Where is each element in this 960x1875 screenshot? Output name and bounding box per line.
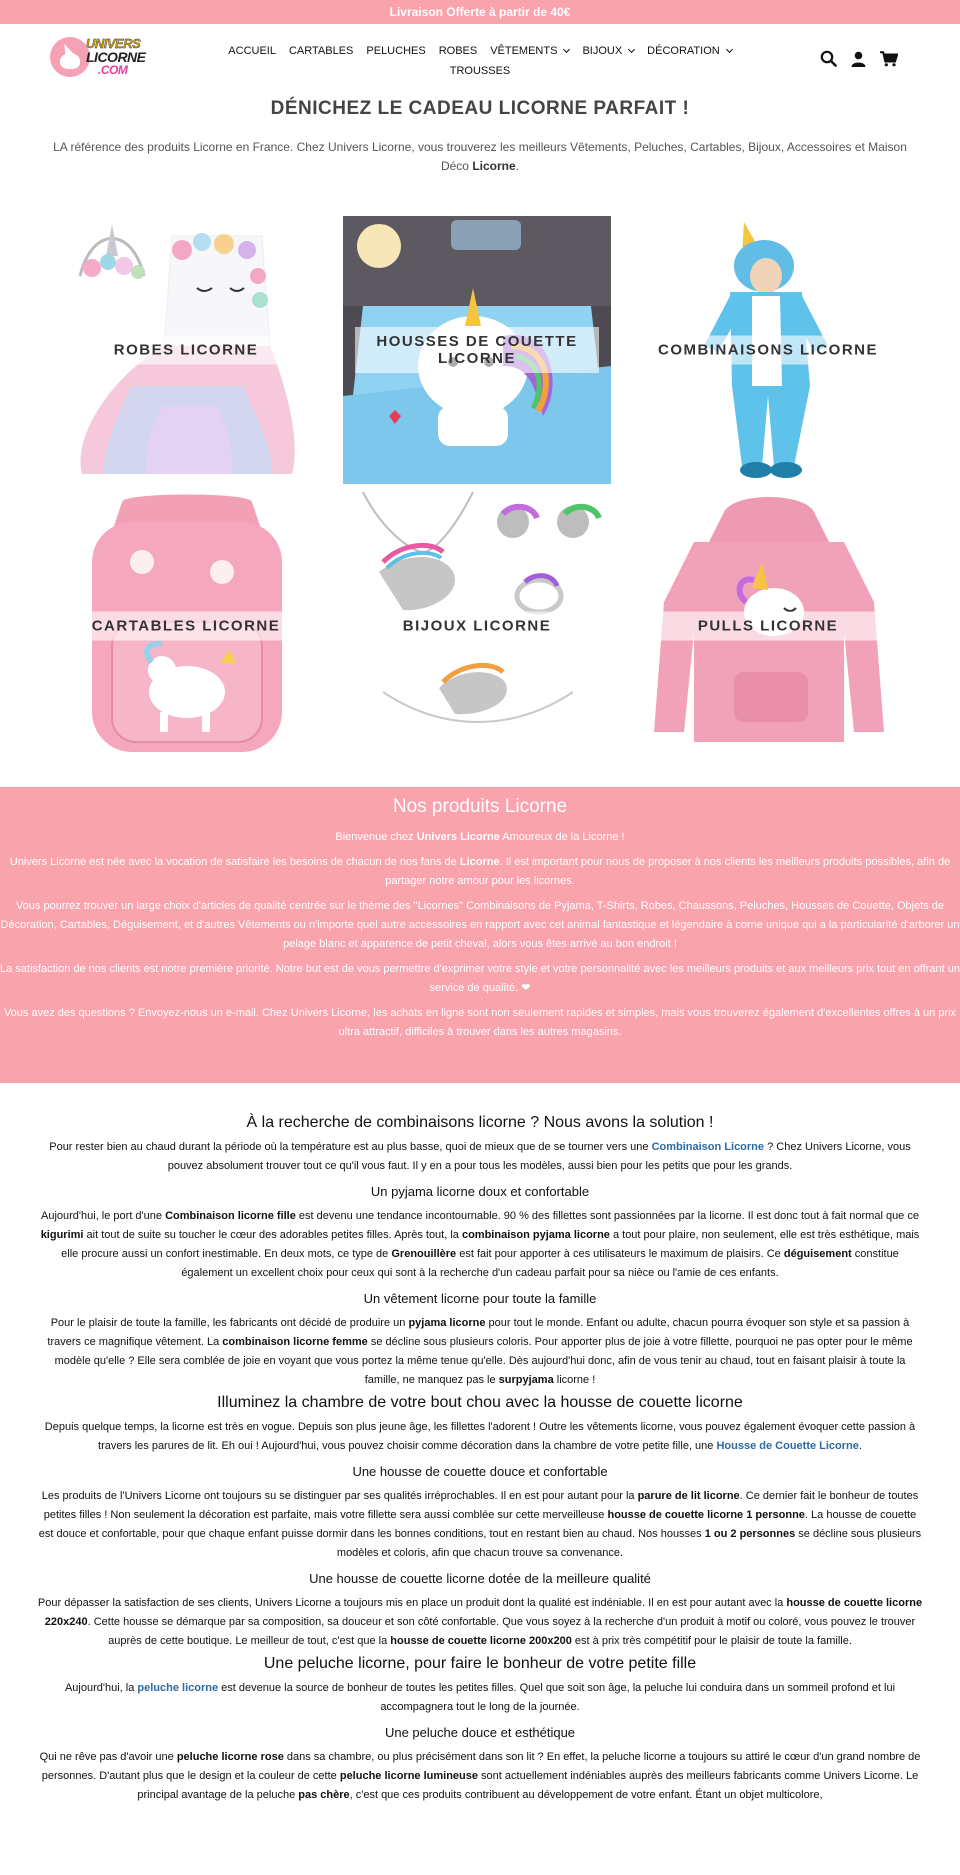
intro-p2-bold: Licorne (459, 856, 500, 868)
intro-p1-text: Bienvenue chez (335, 831, 417, 843)
nav-decoration-label: DÉCORATION (647, 45, 720, 57)
category-tile-combinaisons[interactable] (634, 216, 902, 484)
bold-text: peluche licorne rose (176, 1751, 284, 1763)
article-subheading: Une peluche douce et esthétique (384, 1725, 576, 1740)
announcement-bar (0, 0, 960, 24)
category-tile-cartables[interactable] (52, 492, 320, 760)
chevron-down-icon (726, 46, 733, 53)
text: Qui ne rêve pas d'avoir une (39, 1751, 177, 1763)
hero-desc-text: LA référence des produits Licorne en France. Chez Univers Licorne, vous trouverez les meilleurs Vêtements, Peluches, Cartables, Bijoux, Accessoires et Maison Déco (53, 140, 907, 173)
text: Pour dépasser la satisfaction de ses clients, Univers Licorne a toujours mis en place un produit dont la qualité est indéniable. Il en est pour autant avec la (37, 1597, 787, 1609)
intro-paragraph-5: Vous avez des questions ? Envoyez-nous un e-mail. Chez Univers Licorne, les achats en ligne sont non seulement rapides et simples, mais vous trouverez également d'excellentes offres à un prix ultra attractif, difficiles à trouver dans les autres magasins. (3, 1007, 957, 1038)
text: Aujourd'hui, le port d'une (41, 1210, 166, 1222)
nav-trousses[interactable]: TROUSSES (449, 65, 511, 77)
logo-line-2: LICORNE (86, 49, 146, 65)
text: . (858, 1440, 862, 1452)
text: est devenu une tendance incontournable. 90 % des fillettes sont passionnées par la licorne. Il est donc tout à fait normal que ce (295, 1210, 919, 1222)
text: est devenue la source de bonheur de toutes les petites filles. Quel que soit son âge, la peluche lui conduira dans un sommeil profond et lui accompagnera tout le long de la journée. (218, 1682, 896, 1713)
seo-article (0, 1110, 960, 1805)
bold-text: kigurimi (40, 1229, 84, 1241)
header-actions (820, 50, 898, 67)
housse-couette-link[interactable]: Housse de Couette Licorne (716, 1440, 859, 1452)
text: Pour le plaisir de toute la famille, les fabricants ont décidé de produire un (50, 1317, 409, 1329)
bold-text: housse de couette licorne 1 personne (607, 1509, 805, 1521)
text: Depuis quelque temps, la licorne est très en vogue. Depuis son plus jeune âge, les fillettes l'adorent ! Outre les vêtements licorne, vous pouvez également évoquer cette passion à travers les parures de lit. Eh oui ! Aujourd'hui, vous pouvez choisir comme décoration dans la chambre de votre petite fille, une (44, 1421, 916, 1452)
bold-text: pyjama licorne (408, 1317, 486, 1329)
article-subheading: Une housse de couette licorne dotée de la meilleure qualité (309, 1571, 651, 1586)
article-paragraph (36, 1594, 924, 1651)
article-paragraph (36, 1138, 924, 1176)
logo-line-3: .COM (98, 63, 128, 77)
article-paragraph (36, 1418, 924, 1456)
hero-description (50, 138, 910, 176)
bold-text: déguisement (783, 1248, 852, 1260)
nav-robes[interactable]: ROBES (438, 45, 478, 57)
main-nav (225, 41, 735, 81)
logo-line-1: UNIVERS (86, 36, 141, 51)
category-label: CARTABLES LICORNE (64, 612, 308, 641)
site-logo[interactable] (50, 33, 150, 79)
text: . Ce dernier fait le bonheur de toutes petites filles ! Non seulement la décoration est parfaite, mais votre fillette sera aussi comblée sur cette merveilleuse (43, 1490, 919, 1521)
bold-text: peluche licorne lumineuse (339, 1770, 478, 1782)
nav-decoration[interactable] (647, 41, 732, 61)
nav-bijoux[interactable] (582, 41, 634, 61)
chevron-down-icon (563, 46, 570, 53)
intro-p1-end: Amoureux de la Licorne ! (499, 831, 625, 843)
text: Aujourd'hui, la (64, 1682, 138, 1694)
bold-text: housse de couette licorne 200x200 (390, 1635, 572, 1647)
category-label: ROBES LICORNE (64, 336, 308, 365)
cart-icon[interactable] (880, 51, 898, 67)
article-subheading: Une housse de couette douce et confortable (352, 1464, 608, 1479)
user-icon[interactable] (851, 51, 866, 67)
intro-paragraph-4: La satisfaction de nos clients est notre première priorité. Notre but est de vous permettre d'exprimer votre style et votre personnalité avec les meilleurs produits et aux meilleurs prix tout en offrant un service de qualité. ❤ (0, 963, 960, 994)
article-heading: À la recherche de combinaisons licorne ? Nous avons la solution ! (246, 1114, 714, 1131)
intro-paragraph-3: Vous pourrez trouver un large choix d'articles de qualité centrée sur le thème des "Licornes" Combinaisons de Pyjama, T-Shirts, Robes, Chaussons, Peluches, Housses de Couette, Objets de Décoration, Cartables, Déguisement, et d'autres Vêtements ou n'importe quel autre accessoires en rapport avec cet animal fantastique et légendaire à corne unique qui a la particularité d'arborer un pelage blanc et apparence de petit cheval, alors vous êtes arrivé au bon endroit ! (0, 900, 960, 950)
intro-paragraph-2 (0, 853, 960, 891)
nav-cartables[interactable]: CARTABLES (288, 45, 354, 57)
text: . Cette housse se démarque par sa composition, sa douceur et son côté confortable. Que vous soyez à la recherche d'un produit à motif ou coloré, vous pouvez le trouver auprès de cette boutique. Le meilleur de tout, c'est que la (87, 1616, 916, 1647)
nav-vetements-label: VÊTEMENTS (490, 45, 558, 57)
text: sont actuellement indéniables auprès des meilleurs fabricants comme Univers Licorne. Le principal avantage de la peluche (137, 1770, 919, 1801)
text: est à prix très compétitif pour le plaisir de toute la famille. (571, 1635, 852, 1647)
intro-p2-end: . Il est important pour nous de proposer à nos clients les meilleurs produits possibles, afin de partager notre amour pour les licornes. (385, 856, 951, 887)
category-label: PULLS LICORNE (646, 612, 890, 641)
nav-vetements[interactable] (490, 41, 569, 61)
category-label: COMBINAISONS LICORNE (646, 336, 890, 365)
text: constitue également un excellent choix pour ceux qui sont à la recherche d'un cadeau parfait pour sa nièce ou l'amie de ces enfants. (181, 1248, 899, 1279)
article-heading: Illuminez la chambre de votre bout chou avec la housse de couette licorne (217, 1394, 743, 1411)
category-label: HOUSSES DE COUETTE LICORNE (355, 327, 599, 373)
text: ? Chez Univers Licorne, vous pouvez absolument trouver tout ce qu'il vous faut. Il y en a pour tous les modèles, aussi bien pour les petits que pour les grands. (167, 1141, 911, 1172)
bold-text: Grenouillère (391, 1248, 457, 1260)
nav-bijoux-label: BIJOUX (582, 45, 623, 57)
text: se décline sous plusieurs modèles et coloris, afin que chacun trouve sa convenance. (336, 1528, 922, 1559)
article-subheading: Un vêtement licorne pour toute la famille (363, 1291, 597, 1306)
bold-text: combinaison licorne femme (222, 1336, 368, 1348)
text: est fait pour apporter à ces utilisateurs le maximum de plaisirs. Ce (456, 1248, 784, 1260)
section-title: Nos produits Licorne (392, 796, 568, 817)
article-paragraph (36, 1207, 924, 1283)
category-grid (52, 216, 914, 760)
text: pour tout le monde. Enfant ou adulte, chacun pourra évoquer son style et sa passion à travers ce magnifique vêtement. La (47, 1317, 910, 1348)
text: , c'est que ces produits contribuent au développement de votre enfant. Étant un objet multicolore, (349, 1789, 823, 1801)
nav-peluches[interactable]: PELUCHES (366, 45, 426, 57)
category-tile-pulls[interactable] (634, 492, 902, 760)
hero-desc-end: . (515, 159, 520, 173)
text: dans sa chambre, ou plus précisément dans son lit ? En effet, la peluche licorne a toujours su attiré le cœur d'un grand nombre de personnes. D'autant plus que le design et la couleur de cette (41, 1751, 921, 1782)
bold-text: 1 ou 2 personnes (704, 1528, 796, 1540)
category-tile-robes[interactable] (52, 216, 320, 484)
text: se décline sous plusieurs coloris. Pour apporter plus de joie à votre fillette, pourquoi ne pas opter pour le même modèle qu'elle ? Elle sera comblée de joie en voyant que vous portez la même tenue qu'elle. Dès aujourd'hui donc, afin de vous tenir au chaud, tout en faisant plaisir à toute la famille, ne manquez pas le (54, 1336, 913, 1386)
bold-text: housse de couette licorne 220x240 (44, 1597, 923, 1628)
category-label: BIJOUX LICORNE (355, 612, 599, 641)
article-paragraph (36, 1487, 924, 1563)
article-heading: Une peluche licorne, pour faire le bonheur de votre petite fille (263, 1655, 697, 1672)
intro-p2-text: Univers Licorne est née avec la vocation de satisfaire les besoins de chacun de nos fans de (9, 856, 460, 868)
article-paragraph (36, 1679, 924, 1717)
text: ait tout de suite su toucher le cœur des adorables petites filles. Après tout, la (83, 1229, 462, 1241)
site-header (0, 24, 960, 90)
category-tile-housses[interactable] (343, 216, 611, 484)
bold-text: parure de lit licorne (637, 1490, 740, 1502)
announcement-text: Livraison Offerte à partir de 40€ (389, 5, 571, 19)
bold-text: combinaison pyjama licorne (461, 1229, 610, 1241)
category-tile-bijoux[interactable] (343, 492, 611, 760)
text: licorne ! (553, 1374, 596, 1386)
search-icon[interactable] (820, 50, 837, 67)
bold-text: surpyjama (498, 1374, 554, 1386)
bold-text: pas chère (298, 1789, 350, 1801)
article-paragraph (36, 1748, 924, 1805)
text: Les produits de l'Univers Licorne ont toujours su se distinguer par ses qualités irréprochables. Il en est pour autant pour la (41, 1490, 638, 1502)
bold-text: Combinaison licorne fille (165, 1210, 296, 1222)
text: . La housse de couette est douce et confortable, pour que chaque enfant puisse dormir dans les bonnes conditions, tout en restant bien au chaud. Nos housses (38, 1509, 917, 1540)
intro-paragraph-1 (0, 828, 960, 847)
products-intro-section (0, 787, 960, 1083)
peluche-licorne-link[interactable]: peluche licorne (137, 1682, 219, 1694)
nav-accueil[interactable]: ACCUEIL (228, 45, 276, 57)
intro-p1-bold: Univers Licorne (416, 831, 500, 843)
hero-desc-bold: Licorne (472, 159, 516, 173)
article-paragraph (36, 1314, 924, 1390)
page-title: DÉNICHEZ LE CADEAU LICORNE PARFAIT ! (270, 98, 690, 119)
combinaison-licorne-link[interactable]: Combinaison Licorne (651, 1141, 765, 1153)
text: Pour rester bien au chaud durant la période où la température est au plus basse, quoi de mieux que de se tourner vers une (49, 1141, 652, 1153)
chevron-down-icon (628, 46, 635, 53)
text: a tout pour plaire, non seulement, elle est très esthétique, mais elle procure aussi un confort inestimable. En deux mots, ce type de (61, 1229, 920, 1260)
article-subheading: Un pyjama licorne doux et confortable (370, 1184, 590, 1199)
